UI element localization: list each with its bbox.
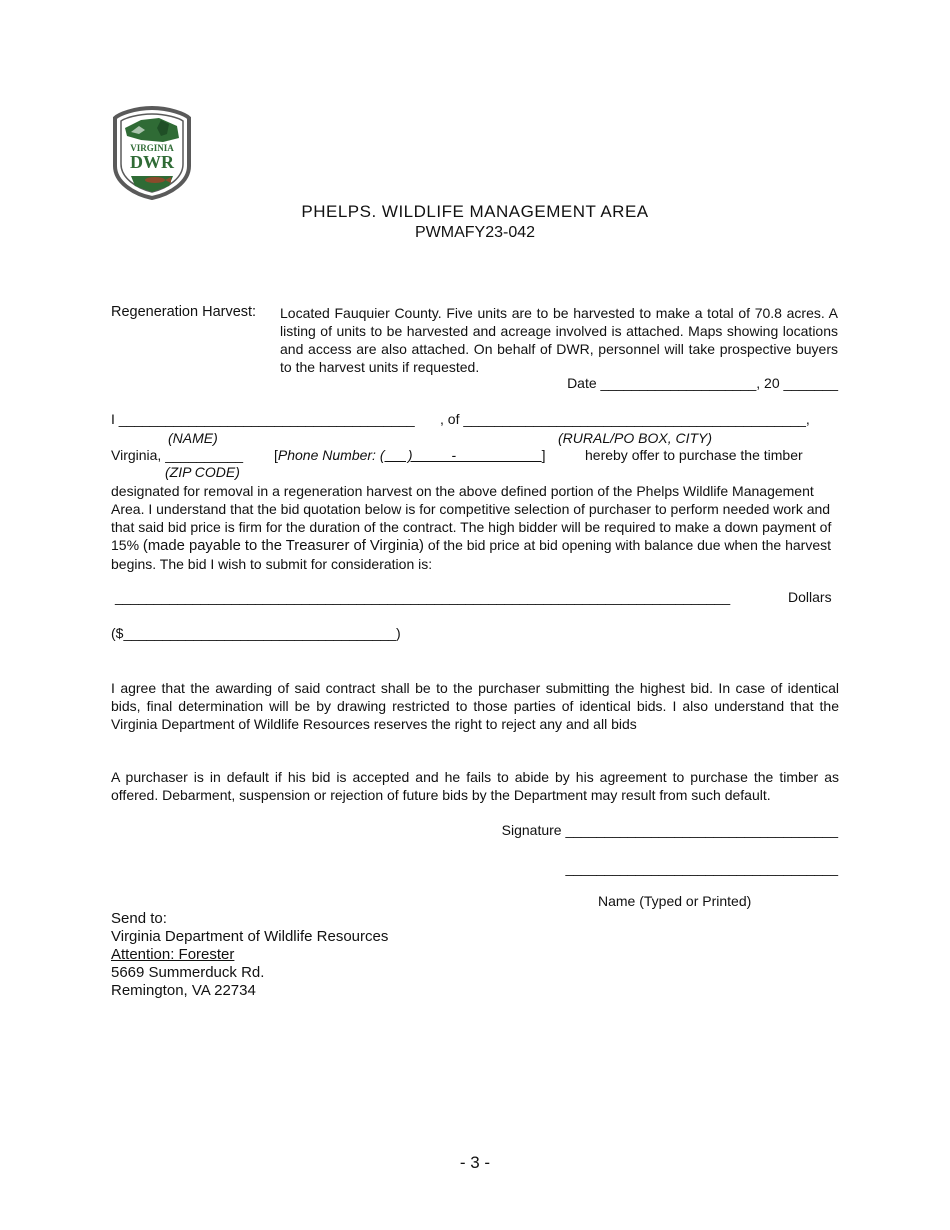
page-title: PHELPS. WILDLIFE MANAGEMENT AREA [301,202,649,221]
treasurer-note: (made payable to the Treasurer of Virginia) [142,538,424,554]
dwr-logo [111,106,193,200]
logo-dwr-text: DWR [130,152,174,172]
send-to-block [111,910,388,1000]
send-to-city: Remington, VA 22734 [111,982,256,999]
date-field[interactable]: Date ____________________, 20 _______ [567,375,838,391]
offer-text: hereby offer to purchase the timber [585,447,803,463]
name-field[interactable]: I ______________________________________ [111,411,415,427]
address-field[interactable]: , of ____________________________________________, [440,411,810,427]
dollars-field[interactable]: _______________________________________________________________________________ [115,589,731,605]
default-paragraph: A purchaser is in default if his bid is accepted and he fails to abide by his agreement to purchase the timber as offered. Debarment, suspension or rejection of future bids by the Department may result from such default. [111,769,839,803]
name-label: (NAME) [168,430,218,446]
zip-field[interactable]: Virginia, __________ [111,447,244,463]
bid-paragraph [111,482,839,573]
signature-field[interactable]: Signature ___________________________________ [501,822,838,838]
phone-blank: ) - [384,447,542,463]
printed-name-label: Name (Typed or Printed) [598,893,752,909]
send-to-street: 5669 Summerduck Rd. [111,964,265,981]
phone-label: Phone Number: ( [277,447,385,463]
regeneration-label: Regeneration Harvest: [111,304,257,320]
address-label: (RURAL/PO BOX, CITY) [558,430,713,446]
printed-name-field[interactable]: ___________________________________ [565,860,838,876]
bid-text-b: of the bid price at bid opening with balance due when the harvest begins. The bid I wish to submit for consideration is: [111,537,832,572]
zip-label: (ZIP CODE) [165,464,240,480]
send-to-label: Send to: [111,910,167,927]
send-to-attention: Attention: Forester [111,946,235,963]
phone-open: [ [274,447,278,463]
regeneration-description: Located Fauquier County. Five units are to be harvested to make a total of 70.8 acres. A listing of units to be harvested and acreage involved is attached. Maps showing locations and access are also attached. On behalf of DWR, personnel will take prospective buyers to the harvest units if requested. [280,305,838,375]
logo-virginia-text: VIRGINIA [130,143,174,153]
bid-text-a: designated for removal in a regeneration harvest on the above defined portion of the Phelps Wildlife Management Area. I understand that the bid quotation below is for competitive selection of purchaser to perform needed work and that said bid price is firm for the duration of the contract. The high bidder will be required to make a down payment of 15% [111,483,832,553]
phone-close: ] [541,447,546,463]
page-code: PWMAFY23-042 [414,224,536,241]
award-paragraph: I agree that the awarding of said contract shall be to the purchaser submitting the highest bid. In case of identical bids, final determination will be by drawing restricted to those parties of identical bids. I also understand that the Virginia Department of Wildlife Resources reserves the right to reject any and all bids [111,680,839,732]
send-to-org: Virginia Department of Wildlife Resources [111,928,389,945]
amount-field[interactable]: ($___________________________________) [111,625,401,641]
page-number: - 3 - [459,1153,491,1172]
phone-field[interactable] [274,447,546,463]
dollars-label: Dollars [788,589,832,605]
